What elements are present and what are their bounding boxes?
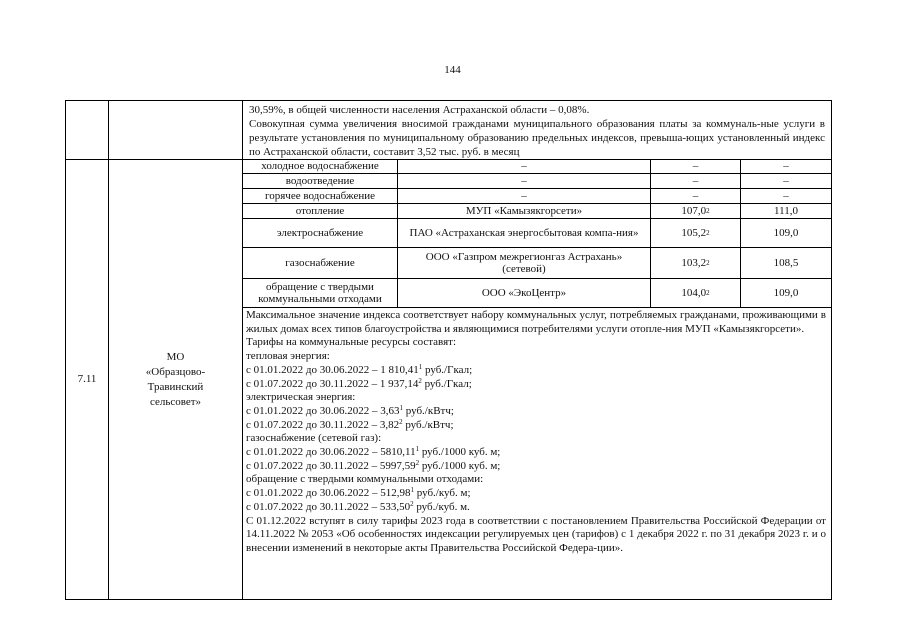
footnote-mark: 2 [415, 458, 420, 467]
gas-title: газоснабжение (сетевой газ): [246, 432, 382, 445]
tariff-text: с 01.07.2022 до 30.11.2022 – 3,82 [246, 418, 400, 431]
provider-solid-waste: ООО «ЭкоЦентр» [481, 286, 567, 299]
elec-title: электрическая энергия: [246, 391, 356, 404]
value1-sewerage: – [692, 174, 699, 187]
value1-gas-text: 103,2 [681, 256, 707, 269]
provider-gas: ООО «Газпром межрегионгаз Астрахань» (сетевой) [425, 250, 623, 275]
tariff-unit: руб./Гкал; [422, 363, 473, 376]
value1-solid-waste-text: 104,0 [681, 286, 707, 299]
service-gas: газоснабжение [285, 256, 355, 269]
provider-electricity: ПАО «Астраханская энергосбытовая компа-ния» [409, 226, 639, 239]
value2-solid-waste: 109,0 [773, 286, 799, 299]
tariff-info [246, 309, 826, 556]
info-paragraph-1: Максимальное значение индекса соответствует набору коммунальных услуг, потребляемых гражданами, проживающими в жилых домах всех типов благоустройства и являющимися потребителями услуги отопле-ния МУП «Камызякгорсети». [246, 309, 826, 335]
footnote-mark: 2 [410, 499, 414, 508]
value1-gas: 103,2 2 [681, 256, 710, 269]
heat-title: тепловая энергия: [246, 350, 330, 363]
tariff-text: с 01.01.2022 до 30.06.2022 – 1 810,41 [246, 363, 419, 376]
value2-hot-water: – [783, 189, 789, 202]
heat-tariff-2 [246, 378, 826, 392]
page-number: 144 [444, 64, 461, 76]
gas-tariff-1 [246, 446, 826, 460]
tariff-text: с 01.01.2022 до 30.06.2022 – 5810,11 [246, 446, 416, 459]
value1-heating: 107,0 2 [681, 204, 710, 217]
service-sewerage: водоотведение [285, 174, 355, 187]
footnote-mark: 1 [415, 445, 420, 454]
gas-tariff-2 [246, 460, 826, 474]
tariff-unit: руб./кВтч; [402, 418, 454, 431]
value2-sewerage: – [783, 174, 789, 187]
tariffs-intro: Тарифы на коммунальные ресурсы составят: [246, 336, 457, 349]
provider-heating: МУП «Камызякгорсети» [465, 204, 583, 217]
municipality-name: МО «Образцово-Травинский сельсовет» [145, 350, 206, 408]
tariff-unit: руб./куб. м. [413, 500, 470, 513]
provider-cold-water: – [521, 160, 527, 173]
service-solid-waste: обращение с твердыми коммунальными отходами [258, 280, 382, 305]
heat-tariff-1 [246, 364, 826, 378]
footnote-mark: 2 [418, 376, 422, 385]
top-row-line1: 30,59%, в общей численности населения Астраханской области – 0,08%. [249, 104, 590, 116]
top-row-line2: Совокупная сумма увеличения вносимой гражданами муниципального образования платы за коммуналь-ные услуги в результате установления по муниципальному образованию предельных индексов, превыша-ющих установленный индекс по Астраханской области, составит 3,52 тыс. руб. в месяц [249, 118, 825, 158]
tariff-text: с 01.07.2022 до 30.11.2022 – 533,50 [246, 500, 411, 513]
provider-hot-water: – [521, 189, 527, 202]
tariff-unit: руб./Гкал; [421, 377, 472, 390]
tariff-text: с 01.07.2022 до 30.11.2022 – 1 937,14 [246, 377, 419, 390]
document-table [65, 100, 832, 600]
elec-tariff-2 [246, 419, 826, 433]
tariff-unit: руб./куб. м; [413, 487, 471, 500]
tariff-unit: руб./1000 куб. м; [419, 459, 501, 472]
footnote-mark: 1 [410, 486, 414, 495]
info-paragraph-final: С 01.12.2022 вступят в силу тарифы 2023 года в соответствии с постановлением Правительства Российской Федерации от 14.11.2022 № 2053 «Об особенностях индексации регулируемых цен (тарифов) с 1 декабря 2022 г. по 31 декабря 2023 г. и о внесении изменений в некоторые акты Правительства Российской Федера-ции». [246, 514, 826, 554]
value1-solid-waste: 104,0 2 [681, 286, 710, 299]
service-cold-water: холодное водоснабжение [261, 160, 379, 173]
service-hot-water: горячее водоснабжение [265, 189, 375, 202]
waste-tariff-2 [246, 501, 826, 515]
service-electricity: электроснабжение [276, 226, 364, 239]
value2-cold-water: – [783, 160, 789, 173]
value1-heating-text: 107,0 [681, 204, 707, 217]
value1-hot-water: – [692, 189, 699, 202]
value2-electricity: 109,0 [773, 226, 799, 239]
row-divider-s7 [242, 307, 831, 308]
elec-tariff-1 [246, 405, 826, 419]
value2-heating: 111,0 [774, 204, 798, 217]
tariff-text: с 01.01.2022 до 30.06.2022 – 512,98 [246, 487, 411, 500]
tariff-text: с 01.01.2022 до 30.06.2022 – 3,63 [246, 404, 400, 417]
value1-cold-water: – [692, 160, 699, 173]
waste-tariff-1 [246, 487, 826, 501]
footnote-mark: 1 [399, 403, 403, 412]
value2-gas: 108,5 [773, 256, 799, 269]
value1-electricity-text: 105,2 [681, 226, 707, 239]
tariff-text: с 01.07.2022 до 30.11.2022 – 5997,59 [246, 459, 416, 472]
tariff-unit: руб./1000 куб. м; [419, 446, 501, 459]
footnote-mark: 2 [399, 417, 403, 426]
row-number: 7.11 [77, 373, 97, 386]
tariff-unit: руб./кВтч; [402, 404, 454, 417]
provider-sewerage: – [521, 174, 527, 187]
value1-electricity: 105,2 2 [681, 226, 710, 239]
footnote-mark: 1 [418, 362, 423, 371]
service-heating: отопление [295, 204, 345, 217]
waste-title: обращение с твердыми коммунальными отходами: [246, 473, 484, 486]
